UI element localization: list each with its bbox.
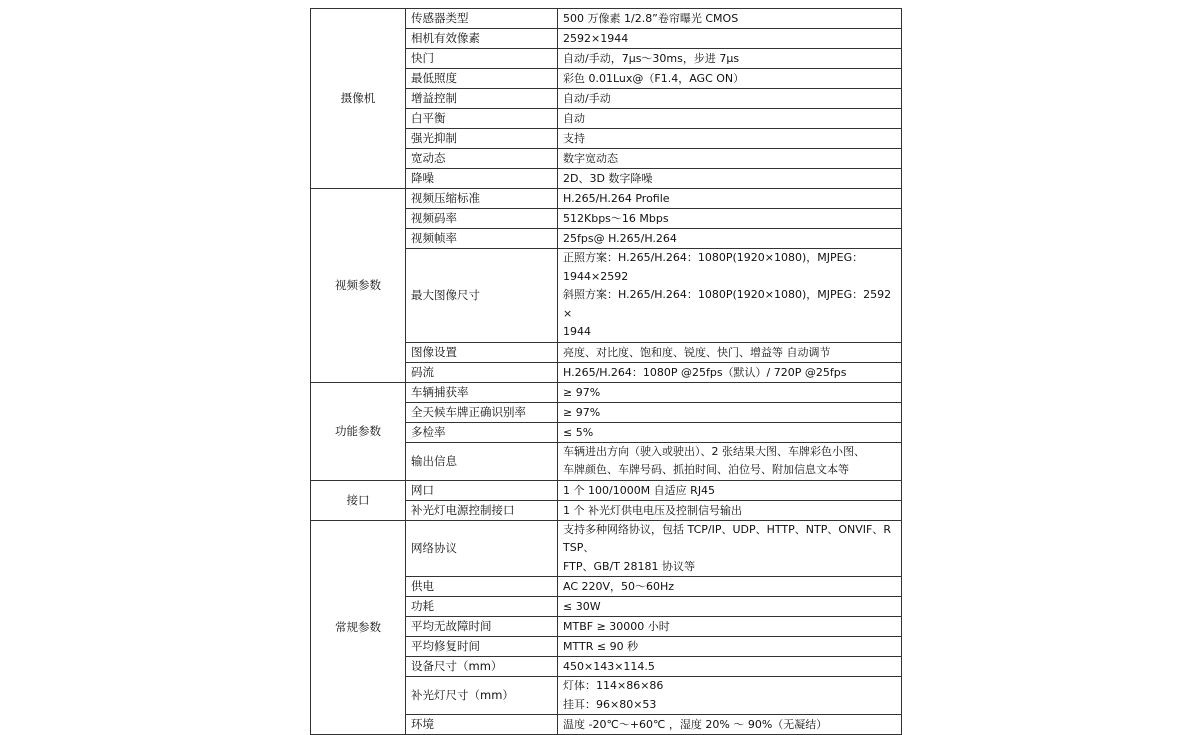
param-value-line: ≤ 5%	[563, 425, 594, 439]
param-name: 视频码率	[406, 209, 558, 229]
category-label: 接口	[311, 480, 406, 520]
param-value-line: 数字宽动态	[563, 152, 618, 165]
param-value-line: 斜照方案：H.265/H.264：1080P(1920×1080)，MJPEG：2592×	[563, 288, 892, 320]
param-value-line: MTBF ≥ 30000 小时	[563, 620, 670, 633]
category-label: 功能参数	[311, 382, 406, 480]
param-name: 供电	[406, 577, 558, 597]
param-value	[558, 129, 902, 149]
param-value-line: 挂耳：96×80×53	[563, 697, 657, 711]
param-value-line: 450×143×114.5	[563, 660, 655, 673]
param-value	[558, 715, 902, 735]
param-value-line: 25fps@ H.265/H.264	[563, 232, 677, 245]
table-row	[311, 480, 902, 500]
param-value-line: 温度 -20℃～+60℃ ，湿度 20% ～ 90%（无凝结）	[563, 718, 828, 731]
param-value-line: H.265/H.264 Profile	[563, 192, 670, 205]
param-value	[558, 69, 902, 89]
category-label: 常规参数	[311, 520, 406, 735]
param-value	[558, 89, 902, 109]
param-value	[558, 480, 902, 500]
param-value-line: ≤ 30W	[563, 600, 601, 613]
param-name: 输出信息	[406, 442, 558, 480]
category-label: 摄像机	[311, 9, 406, 189]
param-value	[558, 520, 902, 577]
param-value-line: 2592×1944	[563, 32, 629, 45]
param-name: 环境	[406, 715, 558, 735]
param-name: 传感器类型	[406, 9, 558, 29]
param-value	[558, 49, 902, 69]
param-value-line: 亮度、对比度、饱和度、锐度、快门、增益等 自动调节	[563, 345, 831, 359]
param-value	[558, 657, 902, 677]
param-value	[558, 209, 902, 229]
spec-table	[310, 8, 902, 735]
param-name: 增益控制	[406, 89, 558, 109]
param-value-line: FTP、GB/T 28181 协议等	[563, 559, 695, 573]
param-value-line: MTTR ≤ 90 秒	[563, 640, 639, 653]
param-value-line: ≥ 97%	[563, 385, 601, 399]
param-name: 网口	[406, 480, 558, 500]
param-value-line: 正照方案：H.265/H.264：1080P(1920×1080)，MJPEG：	[563, 251, 864, 264]
table-row	[311, 189, 902, 209]
param-value-line: 自动	[563, 112, 585, 125]
param-value-line: 支持多种网络协议，包括 TCP/IP、UDP、HTTP、NTP、ONVIF、RTSP、	[563, 522, 891, 554]
param-value-line: AC 220V，50～60Hz	[563, 580, 675, 593]
param-value-line: 1944	[563, 325, 591, 338]
param-value	[558, 442, 902, 480]
param-value	[558, 577, 902, 597]
param-value	[558, 9, 902, 29]
table-row	[311, 9, 902, 29]
param-value-line: 512Kbps～16 Mbps	[563, 212, 669, 225]
param-value-line: 车辆进出方向（驶入或驶出）、2 张结果大图、车牌彩色小图、	[563, 444, 865, 458]
param-value	[558, 29, 902, 49]
param-value-line: 自动/手动	[563, 92, 611, 105]
param-value	[558, 422, 902, 442]
param-value	[558, 617, 902, 637]
param-name: 最低照度	[406, 69, 558, 89]
category-label: 视频参数	[311, 189, 406, 383]
param-value	[558, 402, 902, 422]
param-value-line: 1 个 补光灯供电电压及控制信号输出	[563, 503, 742, 517]
param-value-line: 车牌颜色、车牌号码、抓拍时间、泊位号、附加信息文本等	[563, 463, 849, 476]
param-name: 多检率	[406, 422, 558, 442]
param-value-line: 500 万像素 1/2.8”卷帘曝光 CMOS	[563, 12, 739, 25]
param-value	[558, 169, 902, 189]
param-value-line: 2D、3D 数字降噪	[563, 172, 653, 185]
param-name: 强光抑制	[406, 129, 558, 149]
param-value-line: 彩色 0.01Lux@（F1.4，AGC ON）	[563, 72, 745, 85]
param-value	[558, 677, 902, 715]
param-name: 补光灯尺寸（mm）	[406, 677, 558, 715]
param-value	[558, 500, 902, 520]
table-row	[311, 382, 902, 402]
param-name: 相机有效像素	[406, 29, 558, 49]
param-name: 图像设置	[406, 342, 558, 362]
param-value-line: 1 个 100/1000M 自适应 RJ45	[563, 483, 716, 497]
param-value	[558, 342, 902, 362]
spec-table-body	[311, 9, 902, 735]
param-name: 视频压缩标准	[406, 189, 558, 209]
param-value	[558, 637, 902, 657]
param-name: 最大图像尺寸	[406, 249, 558, 343]
param-name: 码流	[406, 362, 558, 382]
param-name: 设备尺寸（mm）	[406, 657, 558, 677]
param-value-line: H.265/H.264：1080P @25fps（默认）/ 720P @25fps	[563, 365, 847, 379]
param-value-line: 自动/手动，7μs～30ms，步进 7μs	[563, 52, 740, 65]
param-value	[558, 109, 902, 129]
param-value	[558, 362, 902, 382]
param-value	[558, 597, 902, 617]
param-name: 宽动态	[406, 149, 558, 169]
param-name: 平均无故障时间	[406, 617, 558, 637]
param-name: 全天候车牌正确识别率	[406, 402, 558, 422]
param-value	[558, 149, 902, 169]
param-value-line: 1944×2592	[563, 269, 629, 283]
table-row	[311, 520, 902, 577]
param-name: 降噪	[406, 169, 558, 189]
param-value	[558, 229, 902, 249]
param-name: 网络协议	[406, 520, 558, 577]
param-name: 补光灯电源控制接口	[406, 500, 558, 520]
param-value	[558, 249, 902, 343]
param-name: 平均修复时间	[406, 637, 558, 657]
param-name: 白平衡	[406, 109, 558, 129]
param-value-line: 灯体：114×86×86	[563, 679, 664, 692]
param-value-line: 支持	[563, 132, 585, 145]
param-name: 快门	[406, 49, 558, 69]
param-name: 视频帧率	[406, 229, 558, 249]
param-name: 功耗	[406, 597, 558, 617]
param-value	[558, 382, 902, 402]
param-value-line: ≥ 97%	[563, 405, 601, 419]
param-name: 车辆捕获率	[406, 382, 558, 402]
param-value	[558, 189, 902, 209]
